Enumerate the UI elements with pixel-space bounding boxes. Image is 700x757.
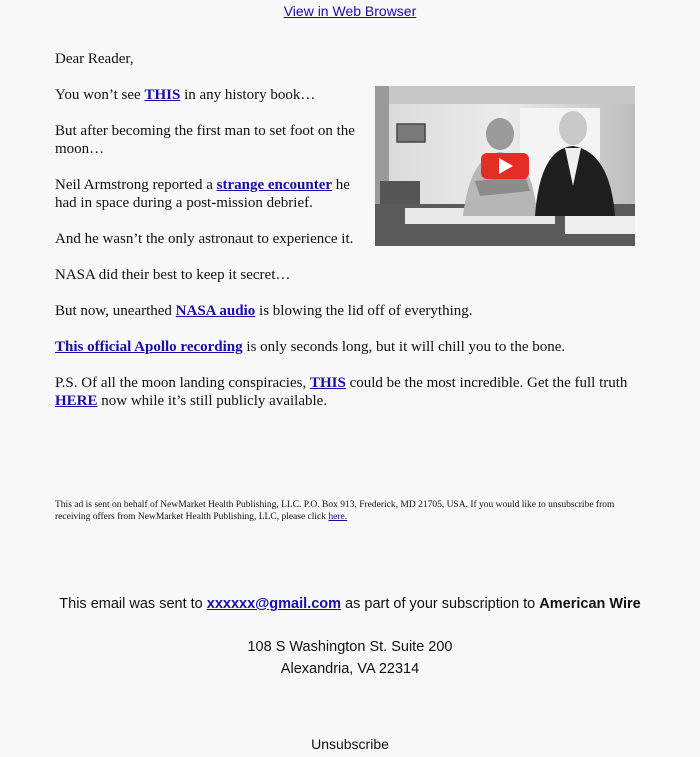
p3-text-after: he had in space during a post-mission debrief. <box>55 177 350 211</box>
video-photo <box>375 86 635 246</box>
disclaimer <box>55 499 645 523</box>
paragraph-5: NASA did their best to keep it secret… <box>55 267 291 283</box>
paragraph-1 <box>55 86 360 104</box>
disclaimer-text: This ad is sent on behalf of NewMarket Health Publishing, LLC. P.O. Box 913, Frederick, MD 21705, USA. If you would like to unsubscribe from receiving offers from NewMarket Health Publishing, LLC, please click <box>55 500 615 522</box>
p7-text-after: is only seconds long, but it will chill you to the bone. <box>242 339 566 355</box>
view-in-browser-link[interactable]: View in Web Browser <box>283 3 417 19</box>
view-in-browser-bar <box>0 3 700 19</box>
video-thumbnail[interactable] <box>375 86 635 246</box>
unsubscribe-here-link[interactable]: here. <box>328 512 348 522</box>
p1-text: You won’t see <box>55 87 145 103</box>
youtube-play-icon <box>481 153 529 179</box>
mailing-address <box>0 636 700 680</box>
postscript <box>55 374 645 410</box>
paragraph-4: And he wasn’t the only astronaut to experience it. <box>55 231 354 247</box>
address-line-2: Alexandria, VA 22314 <box>280 661 420 677</box>
here-link[interactable]: HERE <box>55 393 98 409</box>
apollo-recording-link[interactable]: This official Apollo recording <box>55 339 243 355</box>
unsubscribe-link[interactable]: Unsubscribe <box>311 736 389 752</box>
paragraph-3 <box>55 176 360 212</box>
ps-text-after: now while it’s still publicly available. <box>97 393 328 409</box>
brand-name: American Wire <box>539 596 641 612</box>
sent-text-middle: as part of your subscription to <box>341 596 540 612</box>
sent-text: This email was sent to <box>59 596 207 612</box>
greeting: Dear Reader, <box>55 51 134 67</box>
p1-text-after: in any history book… <box>180 87 316 103</box>
ps-text: P.S. Of all the moon landing conspiracies, <box>55 375 310 391</box>
this-link-1[interactable]: THIS <box>144 87 181 103</box>
p6-text: But now, unearthed <box>55 303 176 319</box>
paragraph-7 <box>55 338 645 356</box>
ps-text-middle: could be the most incredible. Get the full truth <box>345 375 628 391</box>
strange-encounter-link[interactable]: strange encounter <box>216 177 333 193</box>
p3-text: Neil Armstrong reported a <box>55 177 217 193</box>
paragraph-2: But after becoming the first man to set foot on the moon… <box>55 123 355 157</box>
subscription-notice <box>0 596 700 612</box>
nasa-audio-link[interactable]: NASA audio <box>175 303 256 319</box>
p6-text-after: is blowing the lid off of everything. <box>255 303 473 319</box>
address-line-1: 108 S Washington St. Suite 200 <box>247 639 453 655</box>
this-link-2[interactable]: THIS <box>309 375 346 391</box>
paragraph-6 <box>55 302 645 320</box>
recipient-email-link[interactable]: xxxxxx@gmail.com <box>206 596 342 612</box>
